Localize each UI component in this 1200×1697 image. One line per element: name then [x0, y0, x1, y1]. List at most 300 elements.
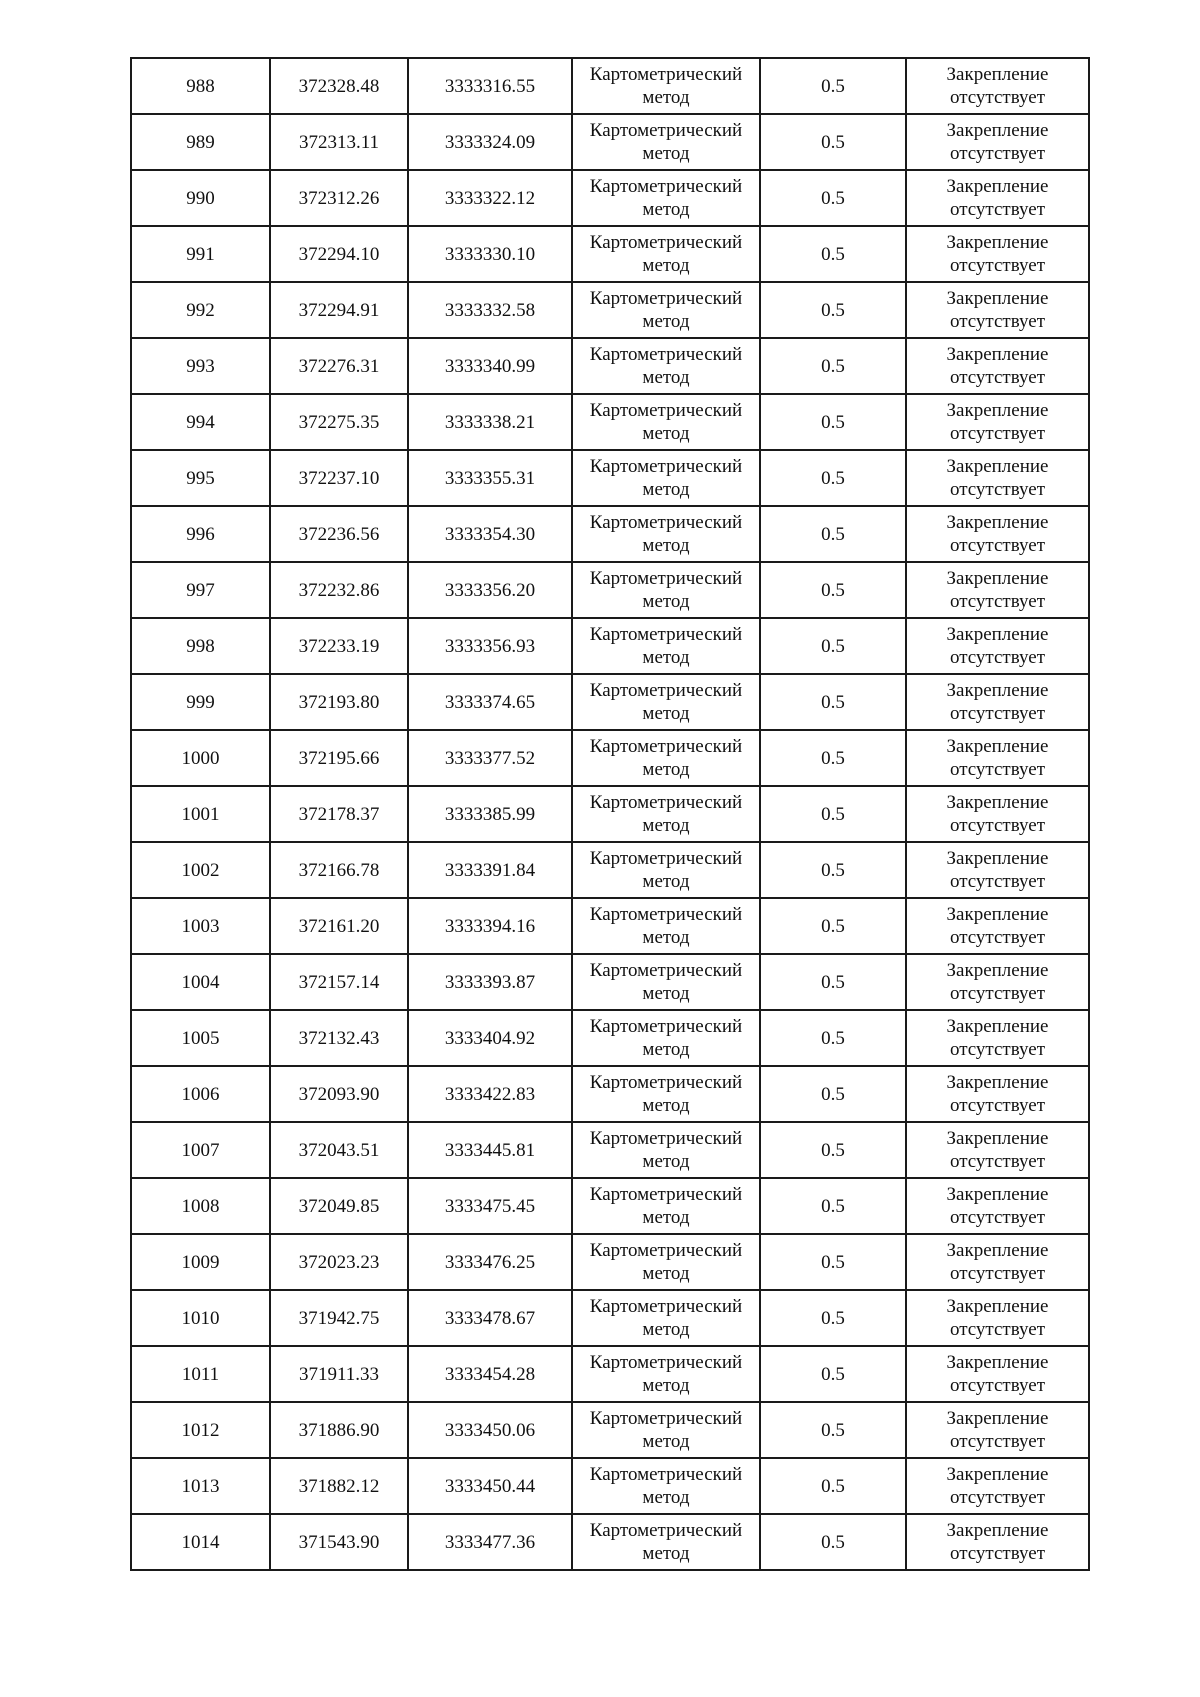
accuracy-value: 0.5	[821, 1307, 845, 1329]
method-cell	[572, 1514, 760, 1570]
table-row	[131, 786, 1089, 842]
point-number: 1001	[181, 803, 220, 825]
point-number-cell	[131, 1178, 270, 1234]
method-text-line1: Картометрический	[589, 1016, 743, 1037]
accuracy-value: 0.5	[821, 859, 845, 881]
method-text-line1: Картометрический	[589, 624, 743, 645]
fixation-text-line1: Закрепление	[946, 568, 1049, 589]
table-row	[131, 338, 1089, 394]
table-row	[131, 1178, 1089, 1234]
accuracy-cell	[760, 1402, 906, 1458]
method-text-line1: Картометрический	[589, 960, 743, 981]
y-coordinate: 3333354.30	[444, 523, 536, 545]
method-text-line1: Картометрический	[589, 176, 743, 197]
method-cell	[572, 1178, 760, 1234]
accuracy-cell	[760, 1066, 906, 1122]
point-number: 1003	[181, 915, 220, 937]
x-coordinate-cell	[270, 394, 408, 450]
method-text-line1: Картометрический	[589, 1296, 743, 1317]
table-row	[131, 1346, 1089, 1402]
accuracy-value: 0.5	[821, 299, 845, 321]
method-cell	[572, 898, 760, 954]
accuracy-value: 0.5	[821, 467, 845, 489]
x-coordinate: 372276.31	[298, 355, 380, 377]
method-cell	[572, 954, 760, 1010]
y-coordinate: 3333377.52	[444, 747, 536, 769]
point-number-cell	[131, 450, 270, 506]
method-cell	[572, 170, 760, 226]
table-row	[131, 730, 1089, 786]
x-coordinate: 372232.86	[298, 579, 380, 601]
y-coordinate-cell	[408, 1458, 572, 1514]
y-coordinate-cell	[408, 562, 572, 618]
accuracy-value: 0.5	[821, 579, 845, 601]
point-number-cell	[131, 1346, 270, 1402]
y-coordinate-cell	[408, 506, 572, 562]
fixation-cell	[906, 1290, 1089, 1346]
accuracy-value: 0.5	[821, 523, 845, 545]
accuracy-cell	[760, 282, 906, 338]
table-row	[131, 58, 1089, 114]
y-coordinate: 3333356.93	[444, 635, 536, 657]
fixation-text-line1: Закрепление	[946, 344, 1049, 365]
method-text-line2: метод	[642, 591, 690, 612]
x-coordinate-cell	[270, 1122, 408, 1178]
method-text-line2: метод	[642, 1543, 690, 1564]
fixation-text-line2: отсутствует	[949, 535, 1046, 556]
point-number: 1005	[181, 1027, 220, 1049]
y-coordinate: 3333322.12	[444, 187, 536, 209]
point-number-cell	[131, 1234, 270, 1290]
y-coordinate: 3333355.31	[444, 467, 536, 489]
fixation-cell	[906, 226, 1089, 282]
fixation-text-line2: отсутствует	[949, 1319, 1046, 1340]
point-number: 988	[186, 75, 215, 97]
table-row	[131, 842, 1089, 898]
y-coordinate: 3333340.99	[444, 355, 536, 377]
point-number-cell	[131, 1010, 270, 1066]
table-row	[131, 562, 1089, 618]
table-row	[131, 1402, 1089, 1458]
x-coordinate-cell	[270, 170, 408, 226]
fixation-cell	[906, 618, 1089, 674]
fixation-cell	[906, 842, 1089, 898]
point-number-cell	[131, 674, 270, 730]
method-cell	[572, 226, 760, 282]
method-text-line1: Картометрический	[589, 400, 743, 421]
fixation-cell	[906, 1458, 1089, 1514]
x-coordinate-cell	[270, 282, 408, 338]
method-cell	[572, 1066, 760, 1122]
fixation-cell	[906, 954, 1089, 1010]
fixation-text-line2: отсутствует	[949, 1207, 1046, 1228]
accuracy-cell	[760, 954, 906, 1010]
fixation-text-line2: отсутствует	[949, 1263, 1046, 1284]
point-number: 1013	[181, 1475, 220, 1497]
method-text-line1: Картометрический	[589, 120, 743, 141]
y-coordinate: 3333450.44	[444, 1475, 536, 1497]
method-text-line1: Картометрический	[589, 1464, 743, 1485]
method-cell	[572, 338, 760, 394]
y-coordinate: 3333450.06	[444, 1419, 536, 1441]
method-text-line1: Картометрический	[589, 1072, 743, 1093]
x-coordinate: 371942.75	[298, 1307, 380, 1329]
x-coordinate: 372294.10	[298, 243, 380, 265]
y-coordinate-cell	[408, 1178, 572, 1234]
fixation-text-line2: отсутствует	[949, 815, 1046, 836]
accuracy-value: 0.5	[821, 1251, 845, 1273]
fixation-cell	[906, 506, 1089, 562]
y-coordinate: 3333476.25	[444, 1251, 536, 1273]
y-coordinate-cell	[408, 394, 572, 450]
method-cell	[572, 58, 760, 114]
fixation-text-line1: Закрепление	[946, 512, 1049, 533]
fixation-cell	[906, 898, 1089, 954]
method-text-line2: метод	[642, 1095, 690, 1116]
method-text-line2: метод	[642, 815, 690, 836]
fixation-text-line2: отсутствует	[949, 199, 1046, 220]
fixation-text-line1: Закрепление	[946, 288, 1049, 309]
fixation-text-line1: Закрепление	[946, 848, 1049, 869]
x-coordinate: 372157.14	[298, 971, 380, 993]
point-number-cell	[131, 842, 270, 898]
fixation-text-line2: отсутствует	[949, 703, 1046, 724]
x-coordinate-cell	[270, 730, 408, 786]
method-text-line2: метод	[642, 1319, 690, 1340]
method-cell	[572, 730, 760, 786]
method-cell	[572, 1010, 760, 1066]
point-number: 1008	[181, 1195, 220, 1217]
fixation-cell	[906, 562, 1089, 618]
method-text-line1: Картометрический	[589, 680, 743, 701]
accuracy-cell	[760, 898, 906, 954]
y-coordinate-cell	[408, 282, 572, 338]
x-coordinate: 372161.20	[298, 915, 380, 937]
fixation-text-line1: Закрепление	[946, 736, 1049, 757]
accuracy-value: 0.5	[821, 971, 845, 993]
method-text-line1: Картометрический	[589, 1128, 743, 1149]
x-coordinate-cell	[270, 450, 408, 506]
x-coordinate-cell	[270, 1010, 408, 1066]
x-coordinate-cell	[270, 1458, 408, 1514]
y-coordinate-cell	[408, 450, 572, 506]
point-number-cell	[131, 1458, 270, 1514]
point-number-cell	[131, 1122, 270, 1178]
accuracy-value: 0.5	[821, 1027, 845, 1049]
y-coordinate: 3333330.10	[444, 243, 536, 265]
fixation-text-line1: Закрепление	[946, 680, 1049, 701]
fixation-text-line1: Закрепление	[946, 120, 1049, 141]
point-number: 999	[186, 691, 215, 713]
table-row	[131, 1514, 1089, 1570]
method-cell	[572, 786, 760, 842]
y-coordinate: 3333332.58	[444, 299, 536, 321]
point-number-cell	[131, 1290, 270, 1346]
method-text-line2: метод	[642, 1431, 690, 1452]
method-cell	[572, 1402, 760, 1458]
accuracy-cell	[760, 1514, 906, 1570]
fixation-text-line1: Закрепление	[946, 1184, 1049, 1205]
y-coordinate: 3333422.83	[444, 1083, 536, 1105]
x-coordinate: 372233.19	[298, 635, 380, 657]
x-coordinate: 372043.51	[298, 1139, 380, 1161]
x-coordinate-cell	[270, 674, 408, 730]
fixation-cell	[906, 1402, 1089, 1458]
fixation-cell	[906, 1514, 1089, 1570]
method-text-line1: Картометрический	[589, 792, 743, 813]
point-number: 994	[186, 411, 215, 433]
y-coordinate: 3333454.28	[444, 1363, 536, 1385]
accuracy-cell	[760, 1346, 906, 1402]
method-cell	[572, 562, 760, 618]
table-row	[131, 506, 1089, 562]
point-number: 1009	[181, 1251, 220, 1273]
x-coordinate: 372166.78	[298, 859, 380, 881]
table-row	[131, 1066, 1089, 1122]
method-text-line2: метод	[642, 703, 690, 724]
point-number-cell	[131, 730, 270, 786]
fixation-text-line2: отсутствует	[949, 983, 1046, 1004]
method-text-line1: Картометрический	[589, 1520, 743, 1541]
y-coordinate-cell	[408, 226, 572, 282]
accuracy-value: 0.5	[821, 635, 845, 657]
method-text-line2: метод	[642, 1039, 690, 1060]
method-cell	[572, 114, 760, 170]
fixation-text-line2: отсутствует	[949, 367, 1046, 388]
x-coordinate-cell	[270, 618, 408, 674]
y-coordinate: 3333445.81	[444, 1139, 536, 1161]
fixation-text-line1: Закрепление	[946, 1408, 1049, 1429]
accuracy-value: 0.5	[821, 803, 845, 825]
y-coordinate-cell	[408, 1010, 572, 1066]
fixation-cell	[906, 1178, 1089, 1234]
accuracy-cell	[760, 1010, 906, 1066]
accuracy-value: 0.5	[821, 691, 845, 713]
point-number-cell	[131, 786, 270, 842]
y-coordinate: 3333393.87	[444, 971, 536, 993]
accuracy-cell	[760, 1178, 906, 1234]
x-coordinate-cell	[270, 338, 408, 394]
fixation-text-line2: отсутствует	[949, 1151, 1046, 1172]
fixation-text-line1: Закрепление	[946, 1464, 1049, 1485]
point-number: 997	[186, 579, 215, 601]
fixation-text-line2: отсутствует	[949, 255, 1046, 276]
accuracy-cell	[760, 618, 906, 674]
accuracy-cell	[760, 562, 906, 618]
point-number-cell	[131, 394, 270, 450]
fixation-text-line2: отсутствует	[949, 143, 1046, 164]
accuracy-value: 0.5	[821, 1419, 845, 1441]
point-number: 995	[186, 467, 215, 489]
y-coordinate-cell	[408, 674, 572, 730]
method-cell	[572, 1290, 760, 1346]
accuracy-cell	[760, 226, 906, 282]
table-row	[131, 394, 1089, 450]
x-coordinate: 372023.23	[298, 1251, 380, 1273]
method-cell	[572, 394, 760, 450]
accuracy-value: 0.5	[821, 187, 845, 209]
fixation-cell	[906, 1010, 1089, 1066]
y-coordinate-cell	[408, 786, 572, 842]
x-coordinate: 371911.33	[298, 1363, 380, 1385]
point-number: 991	[186, 243, 215, 265]
fixation-text-line1: Закрепление	[946, 1296, 1049, 1317]
method-text-line2: метод	[642, 423, 690, 444]
point-number: 1011	[181, 1363, 220, 1385]
fixation-cell	[906, 1122, 1089, 1178]
method-text-line1: Картометрический	[589, 1408, 743, 1429]
fixation-text-line1: Закрепление	[946, 1016, 1049, 1037]
method-text-line2: метод	[642, 1375, 690, 1396]
accuracy-value: 0.5	[821, 75, 845, 97]
accuracy-value: 0.5	[821, 131, 845, 153]
y-coordinate-cell	[408, 954, 572, 1010]
x-coordinate: 371543.90	[298, 1531, 380, 1553]
accuracy-cell	[760, 170, 906, 226]
method-text-line2: метод	[642, 1151, 690, 1172]
table-row	[131, 954, 1089, 1010]
fixation-text-line2: отсутствует	[949, 1487, 1046, 1508]
y-coordinate-cell	[408, 842, 572, 898]
x-coordinate-cell	[270, 1290, 408, 1346]
fixation-cell	[906, 58, 1089, 114]
method-text-line2: метод	[642, 143, 690, 164]
table-row	[131, 170, 1089, 226]
accuracy-value: 0.5	[821, 1363, 845, 1385]
point-number: 989	[186, 131, 215, 153]
method-cell	[572, 506, 760, 562]
point-number: 1014	[181, 1531, 220, 1553]
y-coordinate-cell	[408, 1066, 572, 1122]
accuracy-cell	[760, 58, 906, 114]
fixation-cell	[906, 338, 1089, 394]
accuracy-value: 0.5	[821, 1475, 845, 1497]
y-coordinate-cell	[408, 1122, 572, 1178]
method-cell	[572, 450, 760, 506]
fixation-cell	[906, 1346, 1089, 1402]
method-text-line2: метод	[642, 1263, 690, 1284]
x-coordinate-cell	[270, 226, 408, 282]
coordinates-table-body	[131, 58, 1089, 1570]
y-coordinate-cell	[408, 338, 572, 394]
point-number-cell	[131, 954, 270, 1010]
fixation-cell	[906, 170, 1089, 226]
accuracy-value: 0.5	[821, 243, 845, 265]
method-text-line2: метод	[642, 1487, 690, 1508]
x-coordinate: 372294.91	[298, 299, 380, 321]
method-text-line1: Картометрический	[589, 288, 743, 309]
method-cell	[572, 842, 760, 898]
table-row	[131, 618, 1089, 674]
point-number-cell	[131, 898, 270, 954]
fixation-text-line1: Закрепление	[946, 1352, 1049, 1373]
method-text-line2: метод	[642, 759, 690, 780]
accuracy-cell	[760, 730, 906, 786]
fixation-text-line1: Закрепление	[946, 1072, 1049, 1093]
table-row	[131, 1122, 1089, 1178]
fixation-cell	[906, 394, 1089, 450]
x-coordinate-cell	[270, 1066, 408, 1122]
table-row	[131, 282, 1089, 338]
method-text-line1: Картометрический	[589, 568, 743, 589]
fixation-text-line1: Закрепление	[946, 456, 1049, 477]
method-text-line2: метод	[642, 1207, 690, 1228]
method-cell	[572, 674, 760, 730]
point-number: 998	[186, 635, 215, 657]
point-number: 990	[186, 187, 215, 209]
accuracy-cell	[760, 1290, 906, 1346]
method-text-line1: Картометрический	[589, 848, 743, 869]
fixation-text-line1: Закрепление	[946, 64, 1049, 85]
fixation-cell	[906, 674, 1089, 730]
x-coordinate-cell	[270, 786, 408, 842]
fixation-text-line2: отсутствует	[949, 871, 1046, 892]
x-coordinate: 372049.85	[298, 1195, 380, 1217]
point-number-cell	[131, 170, 270, 226]
accuracy-cell	[760, 1234, 906, 1290]
point-number-cell	[131, 1066, 270, 1122]
method-text-line2: метод	[642, 479, 690, 500]
point-number-cell	[131, 58, 270, 114]
table-row	[131, 1290, 1089, 1346]
table-row	[131, 226, 1089, 282]
x-coordinate-cell	[270, 562, 408, 618]
fixation-text-line2: отсутствует	[949, 1543, 1046, 1564]
point-number-cell	[131, 562, 270, 618]
point-number: 1006	[181, 1083, 220, 1105]
x-coordinate: 372178.37	[298, 803, 380, 825]
x-coordinate-cell	[270, 1178, 408, 1234]
x-coordinate: 372195.66	[298, 747, 380, 769]
method-text-line1: Картометрический	[589, 1240, 743, 1261]
accuracy-value: 0.5	[821, 747, 845, 769]
table-row	[131, 114, 1089, 170]
table-row	[131, 1010, 1089, 1066]
fixation-text-line2: отсутствует	[949, 759, 1046, 780]
fixation-text-line2: отсутствует	[949, 311, 1046, 332]
method-text-line2: метод	[642, 983, 690, 1004]
x-coordinate: 372313.11	[298, 131, 380, 153]
fixation-text-line1: Закрепление	[946, 1128, 1049, 1149]
accuracy-value: 0.5	[821, 1139, 845, 1161]
accuracy-cell	[760, 338, 906, 394]
x-coordinate: 372236.56	[298, 523, 380, 545]
fixation-text-line2: отсутствует	[949, 1431, 1046, 1452]
point-number-cell	[131, 506, 270, 562]
y-coordinate-cell	[408, 730, 572, 786]
accuracy-cell	[760, 1458, 906, 1514]
fixation-text-line1: Закрепление	[946, 1520, 1049, 1541]
method-cell	[572, 1234, 760, 1290]
table-row	[131, 1234, 1089, 1290]
x-coordinate: 372328.48	[298, 75, 380, 97]
x-coordinate: 371886.90	[298, 1419, 380, 1441]
method-cell	[572, 618, 760, 674]
y-coordinate-cell	[408, 1290, 572, 1346]
fixation-text-line2: отсутствует	[949, 927, 1046, 948]
x-coordinate-cell	[270, 842, 408, 898]
x-coordinate-cell	[270, 954, 408, 1010]
y-coordinate-cell	[408, 898, 572, 954]
fixation-text-line2: отсутствует	[949, 87, 1046, 108]
y-coordinate: 3333338.21	[444, 411, 536, 433]
x-coordinate-cell	[270, 898, 408, 954]
method-text-line1: Картометрический	[589, 64, 743, 85]
x-coordinate: 371882.12	[298, 1475, 380, 1497]
fixation-cell	[906, 730, 1089, 786]
x-coordinate: 372275.35	[298, 411, 380, 433]
table-row	[131, 898, 1089, 954]
